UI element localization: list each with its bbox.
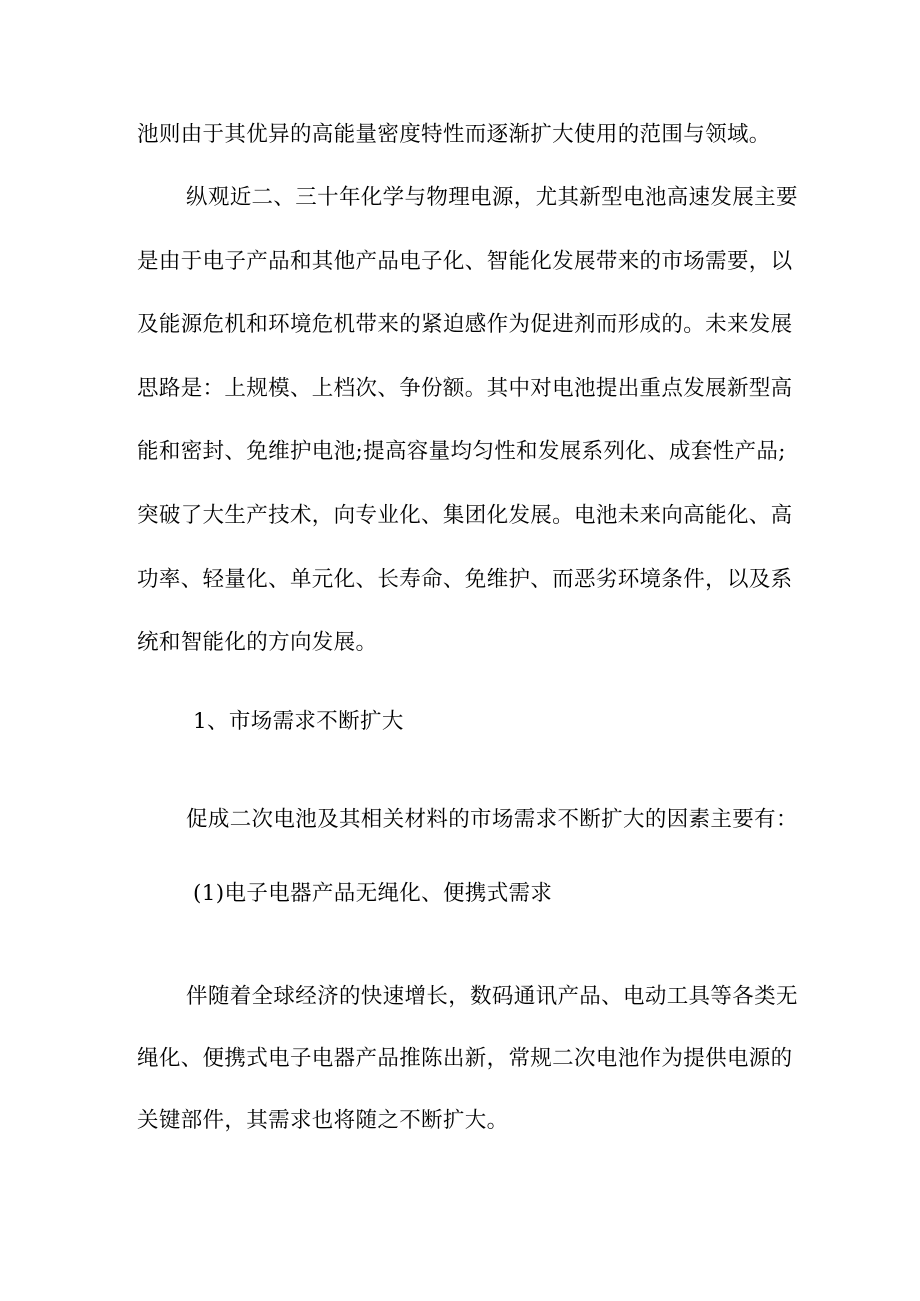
paragraph-2-line-6: 突破了大生产技术，向专业化、集团化发展。电池未来向高能化、高 [137,503,793,528]
paragraph-2-line-7: 功率、轻量化、单元化、长寿命、免维护、而恶劣环境条件，以及系 [137,567,793,592]
section-heading: 1、市场需求不断扩大 [193,709,404,734]
paragraph-2-line-5: 能和密封、免维护电池;提高容量均匀性和发展系列化、成套性产品; [137,439,786,464]
paragraph-2-line-3: 及能源危机和环境危机带来的紧迫感作为促进剂而形成的。未来发展 [137,312,793,337]
paragraph-2-line-8: 统和智能化的方向发展。 [137,630,378,655]
subsection-heading: (1)电子电器产品无绳化、便携式需求 [193,881,553,906]
paragraph-4-line-1: 伴随着全球经济的快速增长，数码通讯产品、电动工具等各类无 [186,984,798,1009]
paragraph-2-line-1: 纵观近二、三十年化学与物理电源，尤其新型电池高速发展主要 [186,185,798,210]
paragraph-2-line-2: 是由于电子产品和其他产品电子化、智能化发展带来的市场需要，以 [137,249,793,274]
paragraph-3-line-1: 促成二次电池及其相关材料的市场需求不断扩大的因素主要有： [186,807,798,832]
paragraph-4-line-2: 绳化、便携式电子电器产品推陈出新，常规二次电池作为提供电源的 [137,1046,793,1071]
paragraph-1-line-1: 池则由于其优异的高能量密度特性而逐渐扩大使用的范围与领域。 [137,122,771,147]
paragraph-4-line-3: 关键部件，其需求也将随之不断扩大。 [137,1108,509,1133]
paragraph-2-line-4: 思路是：上规模、上档次、争份额。其中对电池提出重点发展新型高 [137,376,793,401]
